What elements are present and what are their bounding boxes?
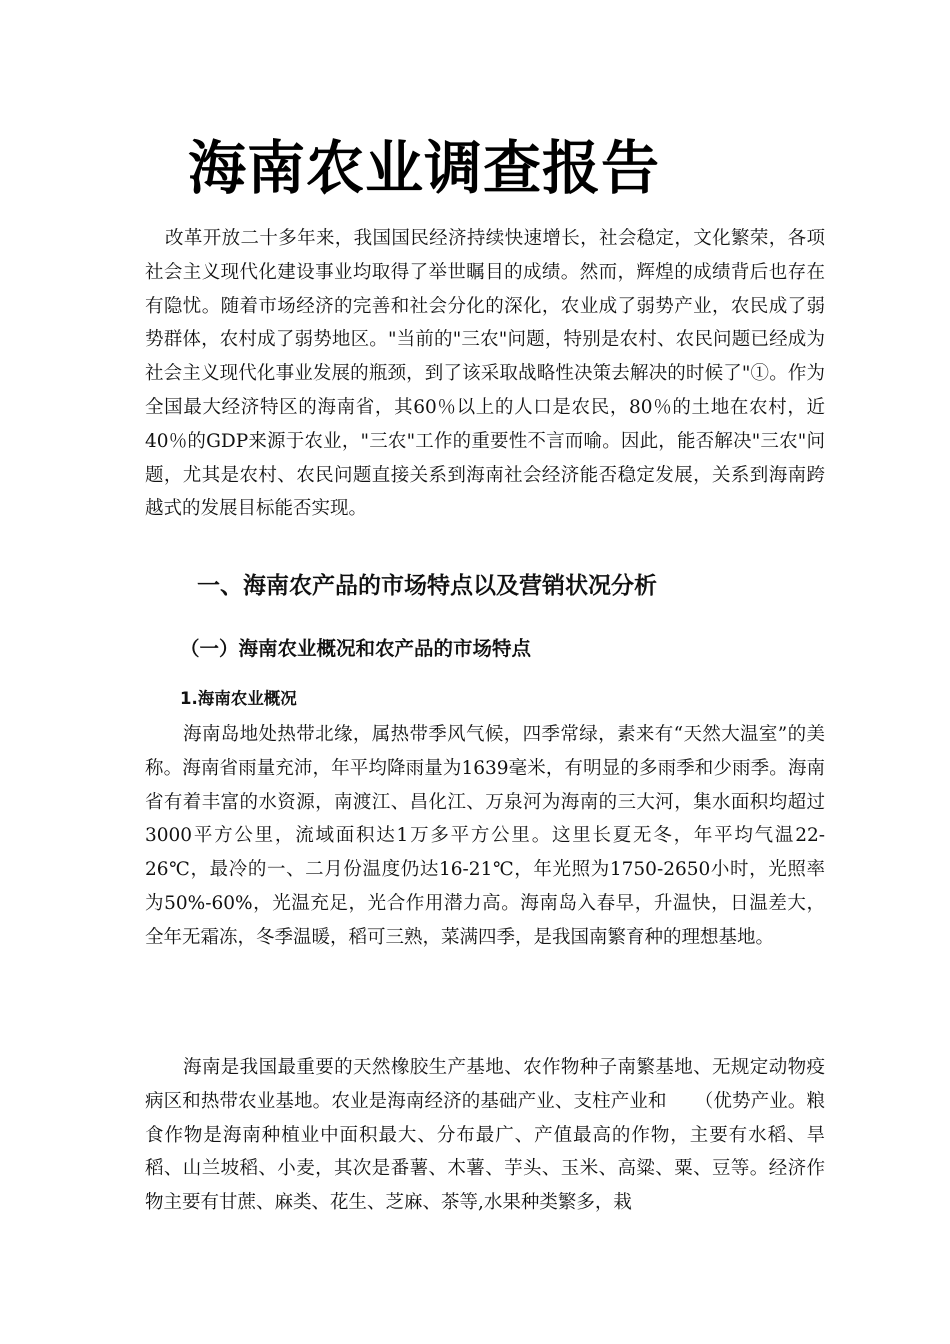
document-title: 海南农业调查报告 xyxy=(188,134,661,202)
section-heading: 一、海南农产品的市场特点以及营销状况分析 xyxy=(197,573,657,599)
item-heading: 1.海南农业概况 xyxy=(180,689,297,708)
agriculture-paragraph: 海南是我国最重要的天然橡胶生产基地、农作物种子南繁基地、无规定动物疫病区和热带农业基地。农业是海南经济的基础产业、支柱产业和 （优势产业。粮食作物是海南种植业中面积最大、分布最广、产值最高的作物，主要有水稻、旱稻、山兰坡稻、小麦，其次是番薯、木薯、芋头、玉米、高粱、粟、豆等。经济作物主要有甘蔗、麻类、花生、芝麻、茶等,水果种类繁多，栽 xyxy=(145,1057,825,1214)
climate-paragraph: 海南岛地处热带北缘，属热带季风气候，四季常绿，素来有“天然大温室”的美称。海南省雨量充沛，年平均降雨量为1639毫米，有明显的多雨季和少雨季。海南省有着丰富的水资源，南渡江、昌化江、万泉河为海南的三大河，集水面积均超过3000平方公里，流域面积达1万多平方公里。这里长夏无冬，年平均气温22-26℃，最冷的一、二月份温度仍达16-21℃，年光照为1750-2650小时，光照率为50%-60%，光温充足，光合作用潜力高。海南岛入春早，升温快，日温差大，全年无霜冻，冬季温暖，稻可三熟，菜满四季，是我国南繁育种的理想基地。 xyxy=(145,724,825,948)
intro-paragraph: 改革开放二十多年来，我国国民经济持续快速增长，社会稳定，文化繁荣，各项社会主义现代化建设事业均取得了举世瞩目的成绩。然而，辉煌的成绩背后也存在有隐忧。随着市场经济的完善和社会分化的深化，农业成了弱势产业，农民成了弱势群体，农村成了弱势地区。"当前的"三农"问题，特别是农村、农民问题已经成为社会主义现代化事业发展的瓶颈，到了该采取战略性决策去解决的时候了"①。作为全国最大经济特区的海南省，其60％以上的人口是农民，80％的土地在农村，近40％的GDP来源于农业，"三农"工作的重要性不言而喻。因此，能否解决"三农"问题，尤其是农村、农民问题直接关系到海南社会经济能否稳定发展，关系到海南跨越式的发展目标能否实现。 xyxy=(145,228,825,520)
subsection-heading: （一）海南农业概况和农产品的市场特点 xyxy=(180,637,532,660)
